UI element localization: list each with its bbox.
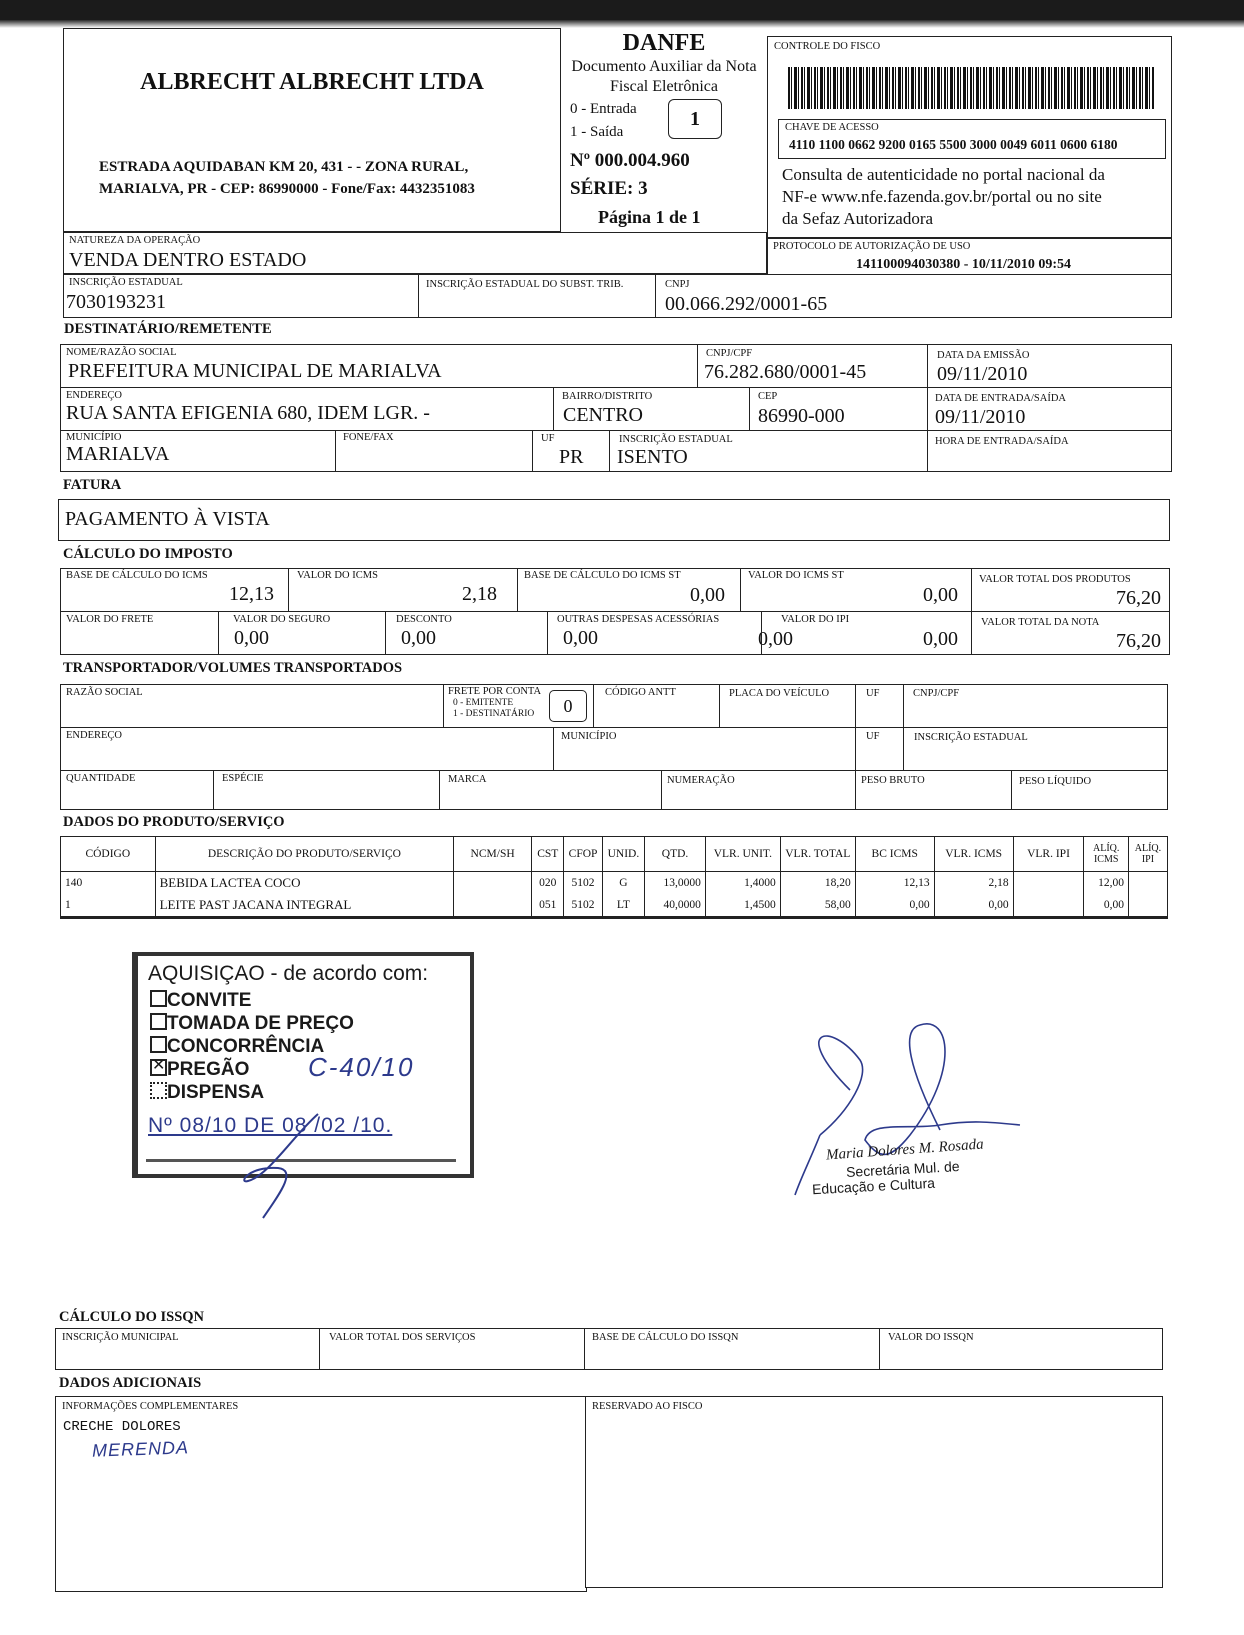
consult-line-2: NF-e www.nfe.fazenda.gov.br/portal ou no site: [782, 187, 1102, 206]
divider: [661, 771, 662, 809]
stamp-option-label: DISPENSA: [167, 1082, 265, 1103]
ie-st-label: INSCRIÇÃO ESTADUAL DO SUBST. TRIB.: [426, 279, 624, 290]
divider: [553, 728, 554, 770]
cell-cfop: 5102: [564, 894, 602, 916]
entry-date-label: DATA DE ENTRADA/SAÍDA: [935, 393, 1066, 404]
products-table-box: [60, 836, 1168, 919]
divider: [288, 569, 289, 611]
cell-aliq-icms: 12,00: [1084, 872, 1129, 895]
icms-base-label: BASE DE CÁLCULO DO ICMS: [66, 570, 208, 581]
divider: [218, 612, 219, 654]
uf-label: UF: [541, 433, 555, 444]
danfe-title: DANFE: [622, 30, 706, 56]
services-total-label: VALOR TOTAL DOS SERVIÇOS: [329, 1332, 476, 1343]
icms-value-value: 2,18: [462, 583, 497, 605]
divider: [418, 275, 419, 317]
divider: [517, 569, 518, 611]
issqn-base-label: BASE DE CÁLCULO DO ISSQN: [592, 1332, 739, 1343]
recipient-row-2: [60, 387, 1172, 431]
divider: [971, 612, 972, 654]
col-header: BC ICMS: [855, 837, 934, 872]
issqn-row: [55, 1328, 1163, 1370]
transport-city-label: MUNICÍPIO: [561, 731, 617, 742]
icms-st-value-label: VALOR DO ICMS ST: [748, 570, 844, 581]
divider: [903, 685, 904, 727]
district-value: CENTRO: [563, 404, 643, 426]
stamp-option-0: [150, 990, 251, 1012]
cell-unit: LT: [602, 894, 645, 916]
cell-icms: 0,00: [934, 894, 1013, 916]
divider: [855, 771, 856, 809]
products-header-row: [61, 837, 1167, 872]
stamp-title: AQUISIÇAO - de acordo com:: [148, 962, 429, 985]
products-total-value: 76,20: [1116, 587, 1161, 609]
additional-info-value: CRECHE DOLORES: [63, 1419, 181, 1435]
recipient-section-title: DESTINATÁRIO/REMETENTE: [64, 321, 272, 337]
additional-info-box: [55, 1396, 587, 1592]
freight-value-box: 0: [549, 690, 587, 722]
divider: [927, 345, 928, 387]
divider: [855, 728, 856, 770]
species-label: ESPÉCIE: [222, 773, 264, 784]
fisco-control-label: CONTROLE DO FISCO: [774, 41, 881, 52]
protocol-label: PROTOCOLO DE AUTORIZAÇÃO DE USO: [773, 241, 971, 252]
transport-address-label: ENDEREÇO: [66, 730, 122, 741]
phone-label: FONE/FAX: [343, 432, 394, 443]
checkbox-icon: [150, 990, 167, 1007]
divider: [584, 1329, 585, 1369]
freight-value-value: 0,00: [234, 627, 269, 649]
access-key-label: CHAVE DE ACESSO: [785, 122, 879, 133]
stamp-option-label: PREGÃO: [167, 1059, 250, 1080]
col-header: UNID.: [602, 837, 645, 872]
nature-value: VENDA DENTRO ESTADO: [69, 249, 307, 271]
divider: [971, 569, 972, 611]
ipi-value-label: VALOR DO IPI: [781, 614, 850, 625]
time-label: HORA DE ENTRADA/SAÍDA: [935, 436, 1069, 447]
cell-cst: 051: [532, 894, 564, 916]
col-header: DESCRIÇÃO DO PRODUTO/SERVIÇO: [155, 837, 454, 872]
col-header: ALÍQ. ICMS: [1084, 837, 1129, 872]
col-header: CÓDIGO: [85, 848, 131, 860]
divider: [749, 388, 750, 430]
cell-unit: G: [602, 872, 645, 895]
transport-row-2: [60, 727, 1168, 771]
antt-label: CÓDIGO ANTT: [605, 687, 676, 698]
checkbox-icon: [150, 1036, 167, 1053]
stamp-option-label: CONVITE: [167, 990, 252, 1011]
table-row: [61, 894, 1167, 916]
divider: [927, 431, 928, 471]
transport-uf2-label: UF: [866, 731, 880, 742]
insurance-value: 0,00: [401, 627, 436, 649]
cell-aliq-ipi: [1128, 872, 1167, 895]
divider: [443, 685, 444, 727]
divider: [1011, 771, 1012, 809]
transport-cnpj-label: CNPJ/CPF: [913, 688, 960, 699]
district-label: BAIRRO/DISTRITO: [562, 391, 653, 402]
nf-page: Página 1 de 1: [598, 207, 701, 227]
cell-icms: 2,18: [934, 872, 1013, 895]
recipient-cnpj-value: 76.282.680/0001-45: [704, 361, 867, 383]
cell-cst: 020: [532, 872, 564, 895]
ie-label: INSCRIÇÃO ESTADUAL: [69, 277, 183, 288]
brand-label: MARCA: [448, 774, 487, 785]
divider: [719, 685, 720, 727]
freight-option-0: 0 - EMITENTE: [453, 698, 514, 708]
type-box: 1: [668, 99, 722, 139]
col-header: NCM/SH: [454, 837, 532, 872]
recipient-cnpj-label: CNPJ/CPF: [706, 348, 753, 359]
fisco-control-box: [767, 36, 1172, 238]
col-header: CST: [532, 837, 564, 872]
nature-box: [63, 232, 767, 274]
issqn-value-label: VALOR DO ISSQN: [888, 1332, 974, 1343]
cnpj-label: CNPJ: [665, 279, 690, 290]
danfe-block: [562, 28, 766, 232]
cell-qty: 13,0000: [645, 872, 706, 895]
gross-weight-label: PESO BRUTO: [861, 775, 925, 786]
cell-ipi: [1013, 872, 1084, 895]
issqn-section-title: CÁLCULO DO ISSQN: [59, 1309, 205, 1325]
ipi-value-value: 0,00: [923, 628, 958, 650]
issuer-name: ALBRECHT ALBRECHT LTDA: [140, 69, 484, 95]
transport-row-3: [60, 770, 1168, 810]
ie-row: [63, 274, 1172, 318]
divider: [740, 569, 741, 611]
invoice-total-value: 76,20: [1116, 630, 1161, 652]
stamp-option-3: [150, 1059, 249, 1081]
entry-date-value: 09/11/2010: [935, 406, 1026, 428]
checkbox-icon: [150, 1082, 167, 1099]
access-key-box: [778, 119, 1166, 159]
divider: [213, 771, 214, 809]
divider: [547, 612, 548, 654]
col-header: VLR. UNIT.: [705, 837, 780, 872]
cell-ipi: [1013, 894, 1084, 916]
city-value: MARIALVA: [66, 443, 170, 465]
signatory-name: Maria Dolores M. Rosada: [825, 1136, 985, 1164]
stamp-pen-stroke: [238, 1106, 358, 1226]
products-total-label: VALOR TOTAL DOS PRODUTOS: [979, 574, 1131, 585]
other-expenses-value: 0,00: [758, 628, 793, 650]
stamp-option-label: TOMADA DE PREÇO: [167, 1013, 354, 1034]
emission-date-label: DATA DA EMISSÃO: [937, 350, 1030, 361]
icms-value-label: VALOR DO ICMS: [297, 570, 378, 581]
net-weight-label: PESO LÍQUIDO: [1019, 776, 1092, 787]
nf-number: Nº 000.004.960: [570, 150, 690, 171]
transport-section-title: TRANSPORTADOR/VOLUMES TRANSPORTADOS: [63, 660, 403, 676]
cell-aliq-ipi: [1128, 894, 1167, 916]
recipient-ie-value: ISENTO: [617, 446, 688, 468]
nature-label: NATUREZA DA OPERAÇÃO: [69, 235, 201, 246]
divider: [761, 612, 762, 654]
divider: [879, 1329, 880, 1369]
ie-value: 7030193231: [66, 291, 166, 313]
reserved-fisco-box: [585, 1396, 1163, 1588]
icms-st-base-label: BASE DE CÁLCULO DO ICMS ST: [524, 570, 681, 581]
invoice-total-label: VALOR TOTAL DA NOTA: [981, 617, 1100, 628]
invoice-value: PAGAMENTO À VISTA: [65, 508, 270, 530]
divider: [697, 345, 698, 387]
cell-qty: 40,0000: [645, 894, 706, 916]
additional-section-title: DADOS ADICIONAIS: [59, 1375, 202, 1391]
additional-info-label: INFORMAÇÕES COMPLEMENTARES: [62, 1401, 239, 1412]
invoice-section-title: FATURA: [63, 477, 122, 493]
consult-line-1: Consulta de autenticidade no portal nacional da: [782, 165, 1105, 184]
danfe-subtitle-1: Documento Auxiliar da Nota: [571, 58, 757, 75]
cep-value: 86990-000: [758, 405, 845, 427]
issuer-address-line1: ESTRADA AQUIDABAN KM 20, 431 - - ZONA RURAL,: [99, 159, 469, 175]
cell-ncm: [454, 872, 532, 895]
icms-st-base-value: 0,00: [690, 584, 725, 606]
entry-label: 0 - Entrada: [570, 101, 637, 117]
nf-series: SÉRIE: 3: [570, 178, 648, 199]
divider: [553, 388, 554, 430]
transport-ie-label: INSCRIÇÃO ESTADUAL: [914, 732, 1028, 743]
municipal-registration-label: INSCRIÇÃO MUNICIPAL: [62, 1332, 179, 1343]
cell-unit-price: 1,4000: [705, 872, 780, 895]
recipient-name-label: NOME/RAZÃO SOCIAL: [66, 347, 177, 358]
signatory-role-2: Educação e Cultura: [811, 1174, 936, 1198]
recipient-ie-label: INSCRIÇÃO ESTADUAL: [619, 434, 733, 445]
icms-base-value: 12,13: [229, 583, 274, 605]
tax-row-2: [60, 611, 1170, 655]
cell-description: BEBIDA LACTEA COCO: [155, 872, 454, 895]
signatory-role-1: Secretária Mul. de: [845, 1158, 960, 1180]
cell-aliq-icms: 0,00: [1084, 894, 1129, 916]
city-label: MUNICÍPIO: [66, 432, 122, 443]
col-header: VLR. ICMS: [934, 837, 1013, 872]
divider: [855, 685, 856, 727]
protocol-value: 141100094030380 - 10/11/2010 09:54: [856, 257, 1072, 272]
discount-value: 0,00: [563, 627, 598, 649]
products-table: [61, 837, 1167, 916]
barcode: [788, 67, 1154, 109]
stamp-option-label: CONCORRÊNCIA: [167, 1036, 325, 1057]
col-header: CFOP: [564, 837, 602, 872]
cnpj-value: 00.066.292/0001-65: [665, 293, 828, 315]
handwritten-note: MERENDA: [91, 1437, 190, 1461]
freight-option-1: 1 - DESTINATÁRIO: [453, 709, 535, 719]
stamp-option-2: [150, 1036, 324, 1058]
stamp-number-line: Nº 08/10 DE 08 /02 /10.: [148, 1114, 393, 1137]
freight-by-label: FRETE POR CONTA: [448, 686, 542, 697]
danfe-subtitle-2: Fiscal Eletrônica: [610, 78, 718, 95]
other-expenses-label: OUTRAS DESPESAS ACESSÓRIAS: [557, 614, 720, 625]
checkbox-icon: [150, 1013, 167, 1030]
cell-unit-price: 1,4500: [705, 894, 780, 916]
cell-bc-icms: 0,00: [855, 894, 934, 916]
divider: [593, 685, 594, 727]
col-header: VLR. TOTAL: [780, 837, 855, 872]
cep-label: CEP: [758, 391, 778, 402]
cell-code: 140: [65, 877, 83, 889]
divider: [655, 275, 656, 317]
numbering-label: NUMERAÇÃO: [667, 775, 735, 786]
divider: [532, 431, 533, 471]
divider: [439, 771, 440, 809]
col-header: ALÍQ. IPI: [1128, 837, 1167, 872]
cell-description: LEITE PAST JACANA INTEGRAL: [155, 894, 454, 916]
stamp-handwritten-ref: C-40/10: [308, 1052, 415, 1082]
scan-top-edge: [0, 0, 1244, 22]
acquisition-stamp: [132, 952, 474, 1178]
table-row: [61, 872, 1167, 895]
checked-checkbox-icon: ✕: [152, 1057, 166, 1074]
consult-line-3: da Sefaz Autorizadora: [782, 209, 934, 228]
plate-label: PLACA DO VEÍCULO: [729, 688, 830, 699]
quantity-label: QUANTIDADE: [66, 773, 136, 784]
invoice-box: [58, 499, 1170, 541]
col-header: QTD.: [645, 837, 706, 872]
discount-label: DESCONTO: [396, 614, 452, 625]
cell-ncm: [454, 894, 532, 916]
cell-total: 58,00: [780, 894, 855, 916]
divider: [903, 728, 904, 770]
cell-code: 1: [65, 899, 71, 911]
issuer-box: [63, 28, 561, 232]
reserved-fisco-label: RESERVADO AO FISCO: [592, 1401, 703, 1412]
access-key-value: 4110 1100 0662 9200 0165 5500 3000 0049 6011 0600 6180: [789, 137, 1118, 152]
icms-st-value-value: 0,00: [923, 584, 958, 606]
divider: [609, 431, 610, 471]
transport-row-1: [60, 684, 1168, 728]
insurance-label: VALOR DO SEGURO: [233, 614, 331, 625]
tax-row-1: [60, 568, 1170, 612]
emission-date-value: 09/11/2010: [937, 363, 1028, 385]
col-header: VLR. IPI: [1013, 837, 1084, 872]
recipient-row-1: [60, 344, 1172, 388]
divider: [385, 612, 386, 654]
stamp-option-1: [150, 1013, 354, 1035]
cell-bc-icms: 12,13: [855, 872, 934, 895]
transport-uf-label: UF: [866, 688, 880, 699]
recipient-address-value: RUA SANTA EFIGENIA 680, IDEM LGR. -: [66, 402, 430, 424]
protocol-box: [767, 238, 1172, 276]
freight-value-label: VALOR DO FRETE: [66, 614, 154, 625]
products-section-title: DADOS DO PRODUTO/SERVIÇO: [63, 814, 285, 830]
divider: [927, 388, 928, 430]
cell-cfop: 5102: [564, 872, 602, 895]
stamp-option-4: [150, 1082, 264, 1104]
uf-value: PR: [559, 446, 584, 468]
divider: [319, 1329, 320, 1369]
exit-label: 1 - Saída: [570, 124, 624, 140]
carrier-name-label: RAZÃO SOCIAL: [66, 687, 143, 698]
recipient-name-value: PREFEITURA MUNICIPAL DE MARIALVA: [68, 360, 442, 382]
recipient-address-label: ENDEREÇO: [66, 390, 122, 401]
divider: [335, 431, 336, 471]
tax-section-title: CÁLCULO DO IMPOSTO: [63, 546, 233, 562]
issuer-address-line2: MARIALVA, PR - CEP: 86990000 - Fone/Fax: 4432351083: [99, 181, 475, 197]
recipient-row-3: [60, 430, 1172, 472]
cell-total: 18,20: [780, 872, 855, 895]
